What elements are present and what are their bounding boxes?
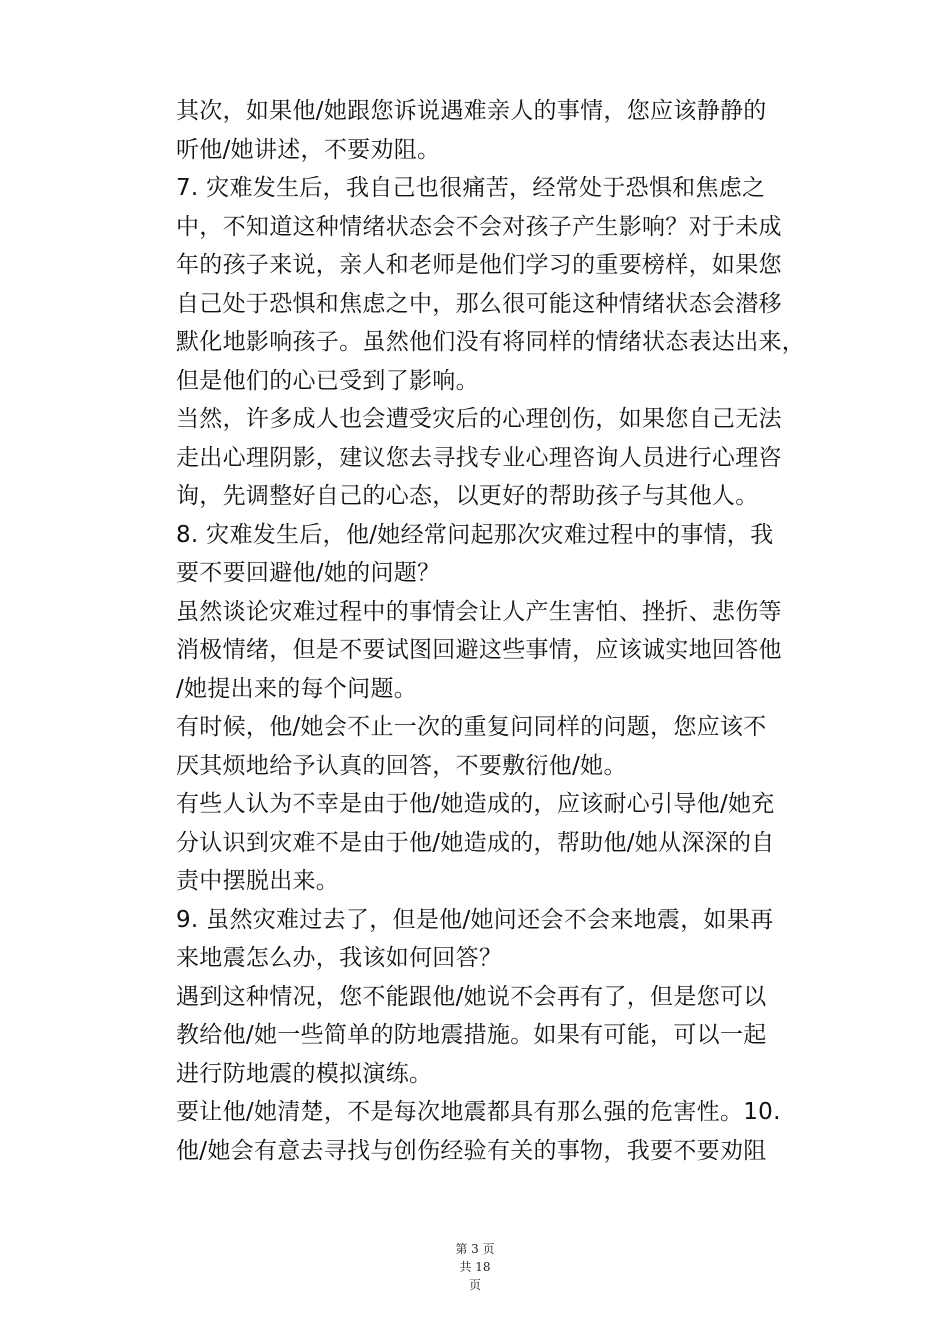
page-number-line1: 第 3 页 xyxy=(455,1242,495,1256)
text-line: 教给他/她一些简单的防地震措施。如果有可能，可以一起 xyxy=(176,1022,767,1048)
text-line: 有时候，他/她会不止一次的重复问同样的问题，您应该不 xyxy=(176,714,767,740)
text-line: 有些人认为不幸是由于他/她造成的，应该耐心引导他/她充 xyxy=(176,791,775,817)
text-line: 要不要回避他/她的问题？ xyxy=(176,560,441,586)
text-line: 责中摆脱出来。 xyxy=(176,868,340,894)
text-line: 9. 虽然灾难过去了，但是他/她问还会不会来地震，如果再 xyxy=(176,906,774,933)
page-footer xyxy=(0,1240,950,1294)
text-line: 当然，许多成人也会遭受灾后的心理创伤，如果您自己无法 xyxy=(176,406,782,432)
text-line: 他/她会有意去寻找与创伤经验有关的事物，我要不要劝阻 xyxy=(176,1137,767,1164)
text-line: 厌其烦地给予认真的回答，不要敷衍他/她。 xyxy=(176,752,627,779)
page-number-line3: 页 xyxy=(468,1278,481,1292)
body-text xyxy=(176,92,856,1170)
text-line: 其次，如果他/她跟您诉说遇难亲人的事情，您应该静静的 xyxy=(176,98,767,124)
text-line: 年的孩子来说，亲人和老师是他们学习的重要榜样，如果您 xyxy=(176,252,782,278)
text-line: 来地震怎么办，我该如何回答？ xyxy=(176,945,503,971)
text-line: 中，不知道这种情绪状态会不会对孩子产生影响？对于未成 xyxy=(176,213,782,240)
text-line: 默化地影响孩子。虽然他们没有将同样的情绪状态表达出来， xyxy=(176,329,806,355)
text-line: 但是他们的心已受到了影响。 xyxy=(176,367,479,394)
text-line: 消极情绪，但是不要试图回避这些事情，应该诚实地回答他 xyxy=(176,637,782,663)
text-line: 听他/她讲述，不要劝阻。 xyxy=(176,136,441,163)
text-line: 自己处于恐惧和焦虑之中，那么很可能这种情绪状态会潜移 xyxy=(176,290,782,317)
text-line: 8. 灾难发生后，他/她经常问起那次灾难过程中的事情，我 xyxy=(176,521,774,548)
text-line: 走出心理阴影，建议您去寻找专业心理咨询人员进行心理咨 xyxy=(176,444,782,471)
text-line: /她提出来的每个问题。 xyxy=(176,675,418,702)
text-line: 虽然谈论灾难过程中的事情会让人产生害怕、挫折、悲伤等 xyxy=(176,598,782,625)
text-line: 分认识到灾难不是由于他/她造成的，帮助他/她从深深的自 xyxy=(176,829,775,856)
text-line: 7. 灾难发生后，我自己也很痛苦，经常处于恐惧和焦虑之 xyxy=(176,175,766,201)
page-number-line2: 共 18 xyxy=(459,1260,491,1274)
text-line: 要让他/她清楚，不是每次地震都具有那么强的危害性。10. xyxy=(176,1099,781,1125)
text-line: 进行防地震的模拟演练。 xyxy=(176,1060,433,1087)
text-line: 遇到这种情况，您不能跟他/她说不会再有了，但是您可以 xyxy=(176,983,767,1010)
text-line: 询，先调整好自己的心态，以更好的帮助孩子与其他人。 xyxy=(176,483,759,509)
